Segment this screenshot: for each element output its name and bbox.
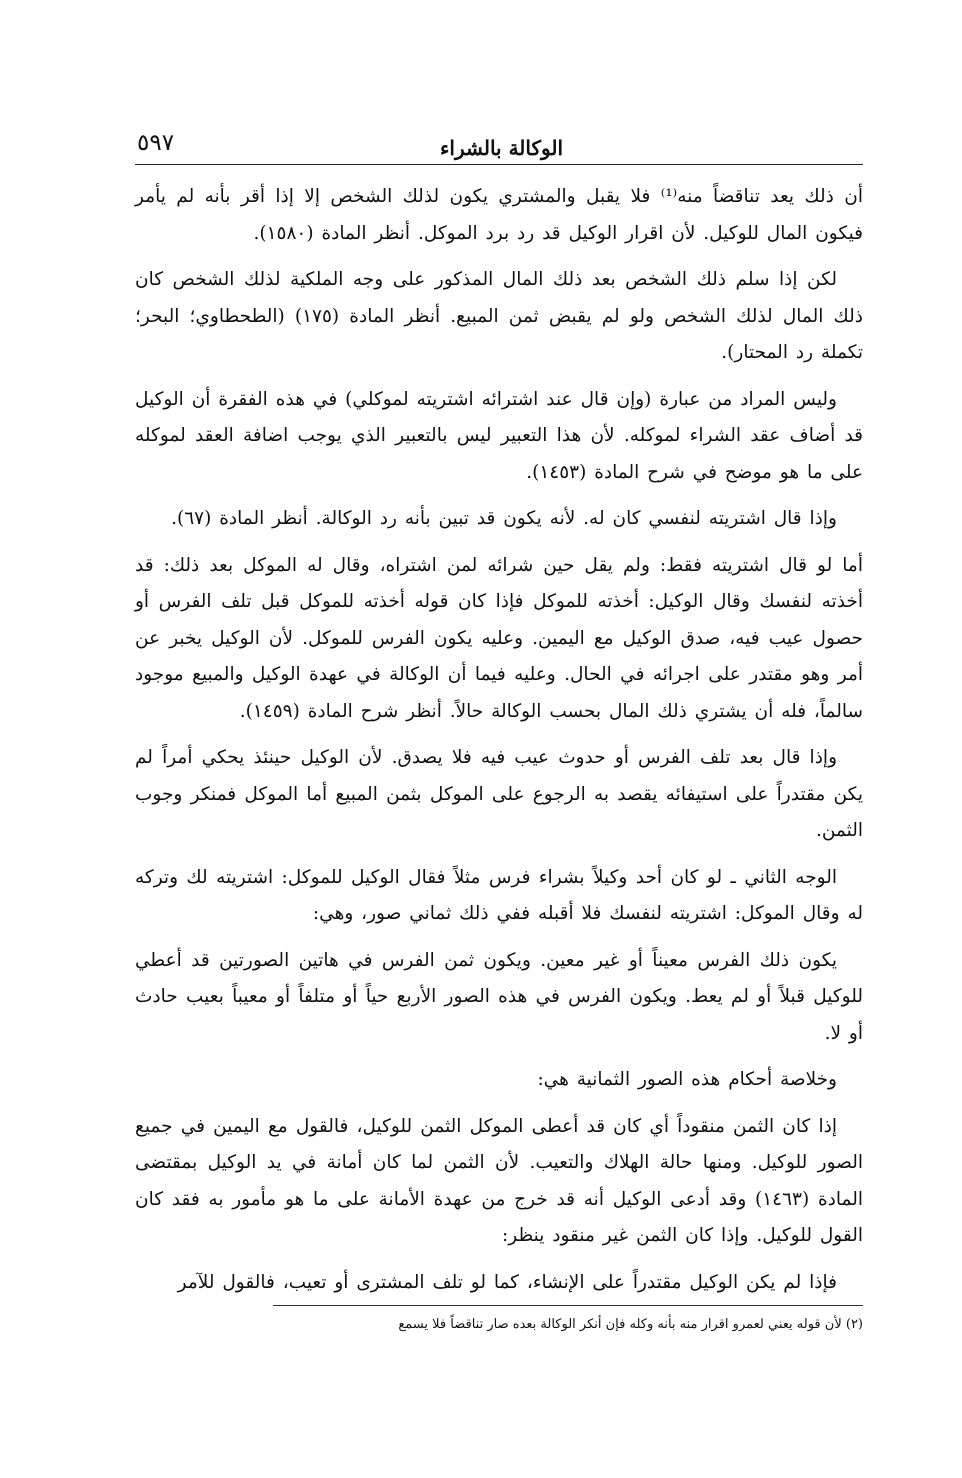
running-title: الوكالة بالشراء bbox=[440, 136, 563, 160]
paragraph-3: وليس المراد من عبارة (وإن قال عند اشترائه اشتريته لموكلي) في هذه الفقرة أن الوكيل قد أضاف عقد الشراء لموكله. لأن هذا التعبير ليس بالتعبير الذي يوجب اضافة العقد لموكله على ما هو موضح في شرح المادة (١٤٥٣). bbox=[135, 388, 863, 483]
book-page bbox=[135, 118, 863, 1368]
paragraph-9: وخلاصة أحكام هذه الصور الثمانية هي: bbox=[537, 1069, 837, 1090]
page-number: ٥٩٧ bbox=[137, 130, 175, 156]
body-text bbox=[135, 179, 863, 1301]
running-header bbox=[135, 118, 863, 165]
paragraph-8: يكون ذلك الفرس معيناً أو غير معين. ويكون ثمن الفرس في هاتين الصورتين قد أعطي للوكيل قبلاً أو لم يعط. ويكون الفرس في هذه الصور الأربع حياً أو متلفاً أو معيباً بعيب حادث أو لا. bbox=[135, 949, 863, 1044]
paragraph-7: الوجه الثاني ـ لو كان أحد وكيلاً بشراء فرس مثلاً فقال الوكيل للموكل: اشتريته لك وتركه له وقال الموكل: اشتريته لنفسك فلا أقبله ففي ذلك ثماني صور، وهي: bbox=[135, 866, 863, 924]
paragraph-5: أما لو قال اشتريته فقط: ولم يقل حين شرائه لمن اشتراه، وقال له الموكل بعد ذلك: قد أخذته لنفسك وقال الوكيل: أخذته للموكل فإذا كان قوله أخذته للموكل قبل تلف الفرس أو حصول عيب فيه، صدق الوكيل مع اليمين. وعليه يكون الفرس للموكل. لأن الوكيل يخبر عن أمر وهو مقتدر على اجرائه في الحال. وعليه فيما أن الوكالة في عهدة الوكيل والمبيع موجود سالماً، فله أن يشتري ذلك المال بحسب الوكالة حالاً. أنظر شرح المادة (١٤٥٩). bbox=[135, 554, 863, 722]
paragraph-6: وإذا قال بعد تلف الفرس أو حدوث عيب فيه فلا يصدق. لأن الوكيل حينئذ يحكي أمراً لم يكن مقتدراً على استيفائه يقصد به الرجوع على الموكل بثمن المبيع أما الموكل فمنكر وجوب الثمن. bbox=[135, 747, 863, 841]
paragraph-1: أن ذلك يعد تناقضاً منه⁽¹⁾ فلا يقبل والمشتري يكون لذلك الشخص إلا إذا أقر بأنه لم يأمر فيكون المال للوكيل. لأن اقرار الوكيل قد رد برد الموكل. أنظر المادة (١٥٨٠). bbox=[135, 186, 863, 244]
paragraph-11: فإذا لم يكن الوكيل مقتدراً على الإنشاء، كما لو تلف المشترى أو تعيب، فالقول للآمر bbox=[177, 1271, 837, 1293]
paragraph-4: وإذا قال اشتريته لنفسي كان له. لأنه يكون قد تبين بأنه رد الوكالة. أنظر المادة (٦٧). bbox=[171, 508, 837, 529]
footnote-divider bbox=[273, 1305, 863, 1306]
footnote: (٢) لأن قوله يعني لعمرو اقرار منه بأنه وكله فإن أنكر الوكالة بعده صار تناقضاً فلا يسمع bbox=[398, 1317, 863, 1332]
paragraph-10: إذا كان الثمن منقوداً أي كان قد أعطى الموكل الثمن للوكيل، فالقول مع اليمين في جميع الصور للوكيل. ومنها حالة الهلاك والتعيب. لأن الثمن لما كان أمانة في يد الوكيل بمقتضى المادة (١٤٦٣) وقد أدعى الوكيل أنه قد خرج من عهدة الأمانة على ما هو مأمور به فقد كان القول للوكيل. وإذا كان الثمن غير منقود ينظر: bbox=[135, 1115, 863, 1246]
paragraph-2: لكن إذا سلم ذلك الشخص بعد ذلك المال المذكور على وجه الملكية لذلك الشخص كان ذلك المال لذلك الشخص ولو لم يقبض ثمن المبيع. أنظر المادة (١٧٥) (الطحطاوي؛ البحر؛ تكملة رد المحتار). bbox=[135, 269, 863, 363]
